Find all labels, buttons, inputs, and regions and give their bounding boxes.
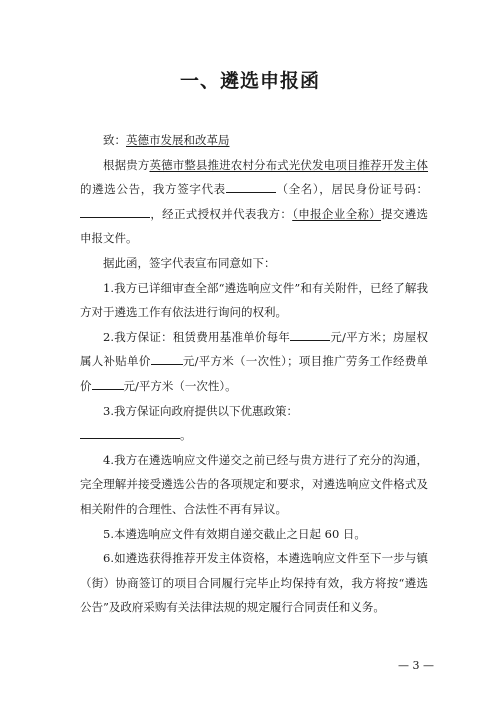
declaration-intro: 据此函，签字代表宣布同意如下： xyxy=(103,255,276,270)
item-2 xyxy=(80,325,428,399)
intro-paragraph xyxy=(80,153,428,251)
salutation-prefix: 致： xyxy=(103,133,126,147)
labor-price-blank[interactable] xyxy=(92,378,124,390)
recipient-name: 英德市发展和改革局 xyxy=(126,133,230,147)
intro-text-5: 提交遴选申报文件。 xyxy=(80,206,429,246)
item-4: 4.我方在遴选响应文件递交之前已经与贵方进行了充分的沟通，完全理解并接受遴选公告的各项规定和要求，对遴选响应文件格式及相关附件的合理性、合法性不再有异议。 xyxy=(80,452,428,516)
item-6: 6.如遴选获得推荐开发主体资格，本遴选响应文件至下一步与镇（街）协商签订的项目合同履行完毕止均保持有效，我方将按“遴选公告”及政府采购有关法律法规的规定履行合同责任和义务。 xyxy=(80,551,428,615)
item-3: 3.我方保证向政府提供以下优惠政策： xyxy=(103,403,298,418)
page-title: 一、遴选申报函 xyxy=(179,70,320,92)
rent-price-blank[interactable] xyxy=(290,329,330,341)
intro-text-1: 根据贵方 xyxy=(103,157,150,172)
id-number-blank[interactable] xyxy=(80,206,150,218)
preferential-policy-blank[interactable] xyxy=(80,427,180,439)
item-5: 5.本遴选响应文件有效期自递交截止之日起 60 日。 xyxy=(103,526,366,541)
item-2-text-4: 元/平方米（一次性）。 xyxy=(123,378,237,393)
representative-name-blank[interactable] xyxy=(226,181,276,193)
project-name: 英德市整县推进农村分布式光伏发电项目推荐开发主体 xyxy=(149,157,429,172)
item-2-text-1: 2.我方保证：租赁费用基准单价每年 xyxy=(103,329,291,344)
intro-text-3: （全名），居民身份证号码： xyxy=(275,182,429,197)
item-2-text-3: 元/平方米（一次性）；项目推广劳务工作经费单价 xyxy=(80,354,429,393)
salutation xyxy=(80,128,428,153)
subsidy-price-blank[interactable] xyxy=(151,353,183,365)
item-2-text-2: 元/平方米；房屋权属人补贴单价 xyxy=(80,329,428,369)
intro-text-2: 的遴选公告，我方签字代表 xyxy=(80,182,226,197)
item-1: 1.我方已详细审查全部“遴选响应文件”和有关附件，已经了解我方对于遴选工作有依法进行询问的权利。 xyxy=(80,280,428,320)
letter-body xyxy=(80,128,428,620)
page-number: — 3 — xyxy=(398,659,434,672)
item-3-end: 。 xyxy=(180,428,192,443)
item-3-answer-line xyxy=(80,423,428,448)
intro-text-4: ，经正式授权并代表我方： xyxy=(150,206,293,221)
applicant-name: （申报企业全称） xyxy=(292,206,382,221)
